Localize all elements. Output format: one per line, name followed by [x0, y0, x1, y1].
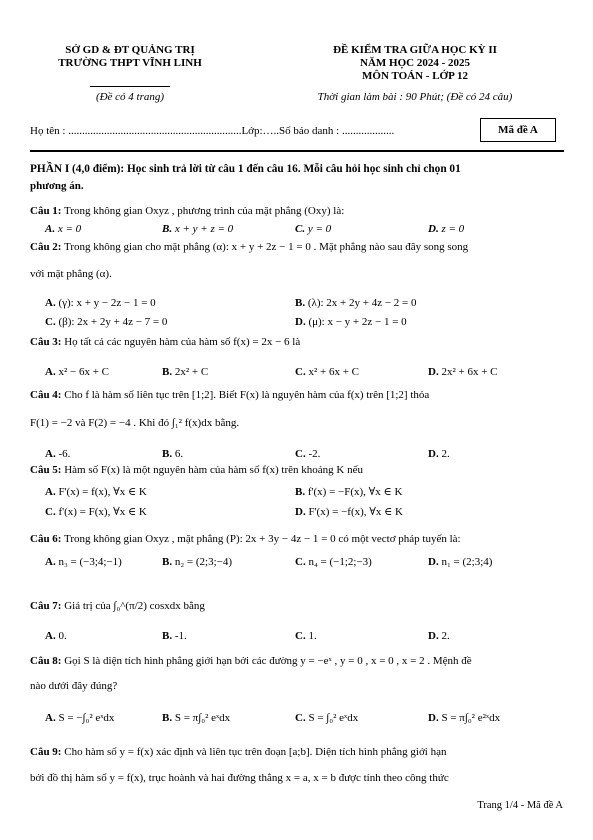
q2-option-d[interactable]: D. (μ): x − y + 2z − 1 = 0 — [295, 316, 407, 328]
q3-label: Câu 3: — [30, 336, 62, 348]
q7-option-c[interactable]: C. 1. — [295, 630, 317, 642]
exam-title: ĐỀ KIỂM TRA GIỮA HỌC KỲ II — [333, 44, 497, 56]
pages-note: (Đề có 4 trang) — [95, 91, 165, 103]
question-5 — [30, 464, 363, 476]
q1-option-a[interactable]: A. x = 0 — [45, 223, 82, 235]
page-footer: Trang 1/4 - Mã đề A — [477, 800, 563, 811]
question-4 — [30, 389, 429, 401]
q6-option-a[interactable]: A. n₃ = (−3;4;−1) — [45, 556, 122, 568]
header-divider — [90, 86, 170, 87]
q1-option-d[interactable]: D. z = 0 — [428, 223, 465, 235]
part1-heading-cont: phương án. — [30, 180, 84, 192]
q9-label: Câu 9: — [30, 746, 62, 758]
q9-text: Cho hàm số y = f(x) xác định và liên tục trên đoạn [a;b]. Diện tích hình phẳng giới hạn — [64, 746, 447, 758]
q6-text: Trong không gian Oxyz , mặt phẳng (P): 2x + 3y − 4z − 1 = 0 có một vectơ pháp tuyến là: — [64, 533, 461, 545]
question-3 — [30, 336, 300, 348]
q4-option-c[interactable]: C. -2. — [295, 448, 321, 460]
q3-option-d[interactable]: D. 2x² + 6x + C — [428, 366, 498, 378]
q5-option-d[interactable]: D. F'(x) = −f(x), ∀x ∈ K — [295, 506, 404, 518]
q8-option-d[interactable]: D. S = π∫₀² e²ˣdx — [428, 712, 501, 724]
q4-option-b[interactable]: B. 6. — [162, 448, 184, 460]
q2-option-b[interactable]: B. (λ): 2x + 2y + 4z − 2 = 0 — [295, 297, 417, 309]
q7-label: Câu 7: — [30, 600, 62, 612]
q5-label: Câu 5: — [30, 464, 62, 476]
q4-text-cont: F(1) = −2 và F(2) = −4 . Khi đó ∫₁² f(x)dx bằng. — [30, 417, 240, 429]
q3-option-a[interactable]: A. x² − 6x + C — [45, 366, 109, 378]
question-7 — [30, 600, 205, 612]
q6-option-c[interactable]: C. n₄ = (−1;2;−3) — [295, 556, 372, 568]
q2-text: Trong không gian cho mặt phẳng (α): x + y + 2z − 1 = 0 . Mặt phẳng nào sau đây song song — [64, 241, 469, 253]
q4-option-a[interactable]: A. -6. — [45, 448, 71, 460]
question-9 — [30, 746, 447, 758]
q3-option-b[interactable]: B. 2x² + C — [162, 366, 209, 378]
part1-heading: PHẦN I (4,0 điểm): Học sinh trả lời từ câu 1 đến câu 16. Mỗi câu hỏi học sinh chỉ chọn 01 — [30, 163, 461, 175]
q8-label: Câu 8: — [30, 655, 62, 667]
q9-text-cont: bởi đồ thị hàm số y = f(x), trục hoành và hai đường thẳng x = a, x = b được tính theo công thức — [30, 772, 449, 784]
exam-code: Mã đề A — [498, 124, 538, 136]
q7-option-b[interactable]: B. -1. — [162, 630, 187, 642]
exam-code-box — [480, 118, 556, 142]
q5-text: Hàm số F(x) là một nguyên hàm của hàm số f(x) trên khoảng K nếu — [64, 464, 363, 476]
q7-text: Giá trị của ∫₀^(π/2) cosxdx bằng — [64, 600, 205, 612]
q8-text-cont: nào dưới đây đúng? — [30, 680, 118, 692]
q6-option-d[interactable]: D. n₁ = (2;3;4) — [428, 556, 493, 568]
q8-text: Gọi S là diện tích hình phẳng giới hạn bởi các đường y = −eˣ , y = 0 , x = 0 , x = 2 . Mệnh đề — [64, 655, 472, 667]
q7-option-a[interactable]: A. 0. — [45, 630, 67, 642]
q1-label: Câu 1: — [30, 205, 62, 217]
q5-option-b[interactable]: B. f'(x) = −F(x), ∀x ∈ K — [295, 486, 403, 498]
q2-text-cont: với mặt phẳng (α). — [30, 268, 112, 280]
top-rule — [30, 150, 564, 152]
q2-option-a[interactable]: A. (γ): x + y − 2z − 1 = 0 — [45, 297, 156, 309]
q4-label: Câu 4: — [30, 389, 62, 401]
question-8 — [30, 655, 472, 667]
student-info-line: Họ tên : ...............................................................Lớp:…..Số báo danh : ................... — [30, 125, 395, 137]
q3-option-c[interactable]: C. x² + 6x + C — [295, 366, 359, 378]
q5-option-a[interactable]: A. F'(x) = f(x), ∀x ∈ K — [45, 486, 147, 498]
school-name: TRƯỜNG THPT VĨNH LINH — [58, 57, 202, 69]
q1-text: Trong không gian Oxyz , phương trình của mặt phẳng (Oxy) là: — [64, 205, 345, 217]
subject-title: MÔN TOÁN - LỚP 12 — [362, 70, 468, 82]
q6-option-b[interactable]: B. n₂ = (2;3;−4) — [162, 556, 233, 568]
question-2 — [30, 241, 468, 253]
q3-text: Họ tất cả các nguyên hàm của hàm số f(x) = 2x − 6 là — [64, 336, 301, 348]
q4-option-d[interactable]: D. 2. — [428, 448, 450, 460]
school-year: NĂM HỌC 2024 - 2025 — [360, 57, 470, 69]
q2-label: Câu 2: — [30, 241, 62, 253]
q8-option-c[interactable]: C. S = ∫₀² eˣdx — [295, 712, 359, 724]
q5-option-c[interactable]: C. f'(x) = F(x), ∀x ∈ K — [45, 506, 147, 518]
dept-name: SỞ GD & ĐT QUẢNG TRỊ — [65, 44, 195, 56]
question-1 — [30, 205, 344, 217]
time-note: Thời gian làm bài : 90 Phút; (Đề có 24 câu) — [317, 91, 513, 103]
q8-option-b[interactable]: B. S = π∫₀² eˣdx — [162, 712, 231, 724]
q4-text: Cho f là hàm số liên tục trên [1;2]. Biết F(x) là nguyên hàm của f(x) trên [1;2] thỏa — [64, 389, 430, 401]
q6-label: Câu 6: — [30, 533, 62, 545]
q2-option-c[interactable]: C. (β): 2x + 2y + 4z − 7 = 0 — [45, 316, 168, 328]
q8-option-a[interactable]: A. S = −∫₀² eˣdx — [45, 712, 115, 724]
q1-option-c[interactable]: C. y = 0 — [295, 223, 332, 235]
question-6 — [30, 533, 461, 545]
q1-option-b[interactable]: B. x + y + z = 0 — [162, 223, 234, 235]
q7-option-d[interactable]: D. 2. — [428, 630, 450, 642]
